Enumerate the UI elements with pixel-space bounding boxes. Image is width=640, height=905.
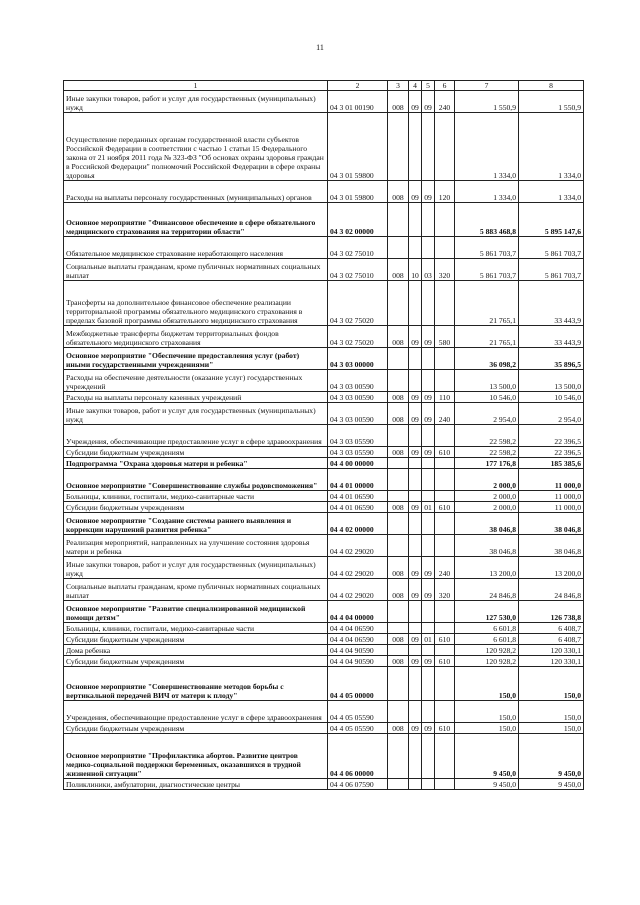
row-amount-year2-cell: 2 954,0 <box>519 403 584 425</box>
table-row <box>64 723 584 734</box>
row-amount-year2-cell: 150,0 <box>519 701 584 723</box>
row-subsection-cell <box>422 535 435 557</box>
row-subsection-cell <box>422 281 435 326</box>
page-number: 11 <box>316 43 324 52</box>
row-amount-year2-cell: 120 330,1 <box>519 645 584 656</box>
row-amount-year1-cell: 13 200,0 <box>455 557 519 579</box>
row-ministry-cell: 008 <box>388 392 409 403</box>
row-section-cell <box>409 734 422 779</box>
row-code-cell: 04 3 03 00590 <box>328 403 388 425</box>
header-cell: 2 <box>328 81 388 91</box>
row-section-cell: 09 <box>409 181 422 203</box>
row-expense-type-cell <box>435 779 455 790</box>
row-name-cell: Больницы, клиники, госпитали, медико-санитарные части <box>64 491 328 502</box>
table-row <box>64 370 584 392</box>
row-amount-year1-cell: 150,0 <box>455 701 519 723</box>
row-code-cell: 04 3 02 75010 <box>328 237 388 259</box>
row-code-cell: 04 4 06 00000 <box>328 734 388 779</box>
row-amount-year1-cell: 2 000,0 <box>455 502 519 513</box>
row-section-cell <box>409 370 422 392</box>
row-name-cell: Основное мероприятие "Финансовое обеспечение в сфере обязательного медицинского страхования на территории области" <box>64 203 328 237</box>
row-expense-type-cell: 320 <box>435 259 455 281</box>
table-row <box>64 513 584 535</box>
row-expense-type-cell: 610 <box>435 656 455 667</box>
row-section-cell: 09 <box>409 502 422 513</box>
row-expense-type-cell: 110 <box>435 392 455 403</box>
row-section-cell <box>409 623 422 634</box>
row-name-cell: Расходы на выплаты персоналу государственных (муниципальных) органов <box>64 181 328 203</box>
row-code-cell: 04 4 05 05590 <box>328 701 388 723</box>
table-row <box>64 237 584 259</box>
table-row <box>64 601 584 623</box>
row-code-cell: 04 3 02 75010 <box>328 259 388 281</box>
table-row <box>64 502 584 513</box>
row-ministry-cell: 008 <box>388 326 409 348</box>
row-amount-year1-cell: 120 928,2 <box>455 656 519 667</box>
row-code-cell: 04 4 02 29020 <box>328 557 388 579</box>
row-code-cell: 04 4 06 07590 <box>328 779 388 790</box>
row-expense-type-cell <box>435 535 455 557</box>
row-amount-year1-cell: 5 861 703,7 <box>455 259 519 281</box>
row-subsection-cell: 09 <box>422 656 435 667</box>
row-code-cell: 04 3 03 05590 <box>328 447 388 458</box>
row-name-cell: Поликлиники, амбулатории, диагностические центры <box>64 779 328 790</box>
row-ministry-cell <box>388 348 409 370</box>
table-row <box>64 181 584 203</box>
row-section-cell: 09 <box>409 579 422 601</box>
row-section-cell: 09 <box>409 634 422 645</box>
header-cell: 4 <box>409 81 422 91</box>
table-row <box>64 645 584 656</box>
row-ministry-cell <box>388 469 409 491</box>
table-row <box>64 403 584 425</box>
row-amount-year1-cell: 5 883 468,8 <box>455 203 519 237</box>
row-subsection-cell: 09 <box>422 91 435 113</box>
header-cell: 7 <box>455 81 519 91</box>
row-amount-year1-cell: 150,0 <box>455 723 519 734</box>
row-amount-year2-cell: 33 443,9 <box>519 281 584 326</box>
row-expense-type-cell <box>435 113 455 181</box>
row-ministry-cell: 008 <box>388 579 409 601</box>
row-ministry-cell: 008 <box>388 181 409 203</box>
row-amount-year1-cell: 22 598,2 <box>455 425 519 447</box>
table-row <box>64 656 584 667</box>
row-section-cell <box>409 701 422 723</box>
row-code-cell: 04 4 01 06590 <box>328 502 388 513</box>
row-subsection-cell: 09 <box>422 181 435 203</box>
row-subsection-cell <box>422 667 435 701</box>
row-name-cell: Межбюджетные трансферты бюджетам территориальных фондов обязательного медицинского страхования <box>64 326 328 348</box>
row-expense-type-cell: 240 <box>435 403 455 425</box>
row-amount-year2-cell: 11 000,0 <box>519 491 584 502</box>
row-subsection-cell: 01 <box>422 502 435 513</box>
row-name-cell: Основное мероприятие "Профилактика абортов. Развитие центров медико-социальной поддержки беременных, оказавшихся в трудной жизненной ситуации" <box>64 734 328 779</box>
row-ministry-cell <box>388 237 409 259</box>
row-expense-type-cell <box>435 425 455 447</box>
row-amount-year1-cell: 9 450,0 <box>455 734 519 779</box>
row-ministry-cell: 008 <box>388 723 409 734</box>
row-amount-year1-cell: 6 601,8 <box>455 634 519 645</box>
row-code-cell: 04 3 02 75020 <box>328 326 388 348</box>
row-subsection-cell: 01 <box>422 634 435 645</box>
row-code-cell: 04 3 03 00590 <box>328 370 388 392</box>
row-ministry-cell <box>388 779 409 790</box>
row-subsection-cell: 09 <box>422 392 435 403</box>
table-row <box>64 458 584 469</box>
row-name-cell: Подпрограмма "Охрана здоровья матери и ребенка" <box>64 458 328 469</box>
row-name-cell: Субсидии бюджетным учреждениям <box>64 634 328 645</box>
row-amount-year1-cell: 177 176,8 <box>455 458 519 469</box>
row-subsection-cell <box>422 601 435 623</box>
row-name-cell: Иные закупки товаров, работ и услуг для государственных (муниципальных) нужд <box>64 91 328 113</box>
row-ministry-cell: 008 <box>388 447 409 458</box>
table-row <box>64 557 584 579</box>
row-subsection-cell <box>422 348 435 370</box>
table-row <box>64 348 584 370</box>
row-subsection-cell <box>422 734 435 779</box>
row-section-cell <box>409 458 422 469</box>
row-subsection-cell <box>422 701 435 723</box>
row-amount-year2-cell: 35 896,5 <box>519 348 584 370</box>
row-amount-year2-cell: 24 846,8 <box>519 579 584 601</box>
row-ministry-cell: 008 <box>388 557 409 579</box>
row-subsection-cell <box>422 113 435 181</box>
row-amount-year2-cell: 5 861 703,7 <box>519 237 584 259</box>
row-section-cell: 09 <box>409 557 422 579</box>
row-code-cell: 04 3 01 59800 <box>328 113 388 181</box>
row-amount-year2-cell: 9 450,0 <box>519 734 584 779</box>
row-amount-year2-cell: 13 500,0 <box>519 370 584 392</box>
row-amount-year2-cell: 120 330,1 <box>519 656 584 667</box>
row-subsection-cell: 09 <box>422 326 435 348</box>
row-amount-year1-cell: 38 046,8 <box>455 535 519 557</box>
table-row <box>64 734 584 779</box>
row-amount-year1-cell: 38 046,8 <box>455 513 519 535</box>
row-section-cell <box>409 348 422 370</box>
row-ministry-cell <box>388 491 409 502</box>
row-ministry-cell <box>388 645 409 656</box>
table-row <box>64 281 584 326</box>
row-code-cell: 04 3 03 05590 <box>328 425 388 447</box>
table-row <box>64 491 584 502</box>
row-name-cell: Субсидии бюджетным учреждениям <box>64 723 328 734</box>
row-name-cell: Дома ребенка <box>64 645 328 656</box>
row-ministry-cell: 008 <box>388 91 409 113</box>
row-code-cell: 04 4 00 00000 <box>328 458 388 469</box>
table-row <box>64 779 584 790</box>
row-expense-type-cell <box>435 491 455 502</box>
row-amount-year1-cell: 36 098,2 <box>455 348 519 370</box>
row-name-cell: Иные закупки товаров, работ и услуг для государственных (муниципальных) нужд <box>64 403 328 425</box>
row-amount-year2-cell: 150,0 <box>519 723 584 734</box>
table-row <box>64 91 584 113</box>
row-amount-year1-cell: 2 954,0 <box>455 403 519 425</box>
table-row <box>64 634 584 645</box>
row-section-cell: 09 <box>409 392 422 403</box>
row-section-cell: 09 <box>409 403 422 425</box>
row-amount-year1-cell: 1 334,0 <box>455 113 519 181</box>
row-section-cell: 09 <box>409 656 422 667</box>
row-ministry-cell <box>388 458 409 469</box>
row-amount-year1-cell: 21 765,1 <box>455 281 519 326</box>
row-name-cell: Осуществление переданных органам государственной власти субъектов Российской Федерации в соответствии с частью 1 статьи 15 Федерального закона от 21 ноября 2011 года № 323-ФЗ "Об основах охраны здоровья граждан в Российской Федерации" полномочий Российской Федерации в сфере охраны здоровья <box>64 113 328 181</box>
row-ministry-cell <box>388 535 409 557</box>
table-row <box>64 623 584 634</box>
row-name-cell: Социальные выплаты гражданам, кроме публичных нормативных социальных выплат <box>64 259 328 281</box>
row-expense-type-cell: 610 <box>435 723 455 734</box>
row-expense-type-cell <box>435 237 455 259</box>
row-section-cell: 09 <box>409 447 422 458</box>
row-ministry-cell <box>388 425 409 447</box>
row-amount-year1-cell: 127 530,0 <box>455 601 519 623</box>
row-ministry-cell <box>388 281 409 326</box>
row-expense-type-cell <box>435 281 455 326</box>
row-amount-year2-cell: 150,0 <box>519 667 584 701</box>
row-amount-year1-cell: 1 550,9 <box>455 91 519 113</box>
row-amount-year1-cell: 22 598,2 <box>455 447 519 458</box>
row-name-cell: Больницы, клиники, госпитали, медико-санитарные части <box>64 623 328 634</box>
row-amount-year2-cell: 1 550,9 <box>519 91 584 113</box>
row-amount-year2-cell: 185 385,6 <box>519 458 584 469</box>
row-subsection-cell: 09 <box>422 403 435 425</box>
row-name-cell: Расходы на выплаты персоналу казенных учреждений <box>64 392 328 403</box>
row-ministry-cell <box>388 734 409 779</box>
row-expense-type-cell <box>435 701 455 723</box>
row-amount-year2-cell: 1 334,0 <box>519 181 584 203</box>
row-amount-year2-cell: 33 443,9 <box>519 326 584 348</box>
row-section-cell: 09 <box>409 723 422 734</box>
row-section-cell <box>409 601 422 623</box>
row-code-cell: 04 4 02 00000 <box>328 513 388 535</box>
row-expense-type-cell: 240 <box>435 557 455 579</box>
row-amount-year2-cell: 5 861 703,7 <box>519 259 584 281</box>
table-row <box>64 535 584 557</box>
table-header-row <box>64 81 584 91</box>
row-amount-year2-cell: 6 408,7 <box>519 623 584 634</box>
budget-table <box>63 80 584 790</box>
row-expense-type-cell <box>435 469 455 491</box>
row-section-cell <box>409 113 422 181</box>
row-amount-year2-cell: 6 408,7 <box>519 634 584 645</box>
row-subsection-cell: 09 <box>422 557 435 579</box>
row-ministry-cell: 008 <box>388 634 409 645</box>
row-name-cell: Субсидии бюджетным учреждениям <box>64 447 328 458</box>
row-ministry-cell <box>388 113 409 181</box>
row-code-cell: 04 3 03 00000 <box>328 348 388 370</box>
row-section-cell <box>409 535 422 557</box>
row-amount-year2-cell: 9 450,0 <box>519 779 584 790</box>
row-amount-year2-cell: 38 046,8 <box>519 535 584 557</box>
table-row <box>64 203 584 237</box>
row-code-cell: 04 3 01 00190 <box>328 91 388 113</box>
row-amount-year2-cell: 38 046,8 <box>519 513 584 535</box>
row-expense-type-cell: 610 <box>435 502 455 513</box>
row-ministry-cell: 008 <box>388 403 409 425</box>
row-ministry-cell <box>388 370 409 392</box>
row-expense-type-cell: 240 <box>435 91 455 113</box>
row-expense-type-cell <box>435 370 455 392</box>
row-expense-type-cell <box>435 203 455 237</box>
row-name-cell: Субсидии бюджетным учреждениям <box>64 656 328 667</box>
row-amount-year2-cell: 11 000,0 <box>519 469 584 491</box>
row-expense-type-cell <box>435 458 455 469</box>
row-subsection-cell <box>422 779 435 790</box>
row-subsection-cell <box>422 237 435 259</box>
row-section-cell <box>409 513 422 535</box>
row-amount-year1-cell: 10 546,0 <box>455 392 519 403</box>
row-code-cell: 04 3 01 59800 <box>328 181 388 203</box>
row-ministry-cell <box>388 203 409 237</box>
row-section-cell <box>409 491 422 502</box>
row-ministry-cell <box>388 601 409 623</box>
row-name-cell: Основное мероприятие "Совершенствование службы родовспоможения" <box>64 469 328 491</box>
row-ministry-cell <box>388 667 409 701</box>
row-section-cell <box>409 779 422 790</box>
row-name-cell: Учреждения, обеспечивающие предоставление услуг в сфере здравоохранения <box>64 701 328 723</box>
row-code-cell: 04 4 02 29020 <box>328 579 388 601</box>
row-code-cell: 04 4 01 06590 <box>328 491 388 502</box>
row-expense-type-cell: 120 <box>435 181 455 203</box>
row-expense-type-cell: 610 <box>435 634 455 645</box>
row-subsection-cell <box>422 645 435 656</box>
row-expense-type-cell <box>435 645 455 656</box>
header-cell: 5 <box>422 81 435 91</box>
row-subsection-cell <box>422 370 435 392</box>
header-cell: 3 <box>388 81 409 91</box>
row-code-cell: 04 4 02 29020 <box>328 535 388 557</box>
row-amount-year2-cell: 22 396,5 <box>519 447 584 458</box>
row-code-cell: 04 4 05 00000 <box>328 667 388 701</box>
row-amount-year1-cell: 24 846,8 <box>455 579 519 601</box>
row-subsection-cell <box>422 513 435 535</box>
row-amount-year1-cell: 2 000,0 <box>455 469 519 491</box>
header-cell: 6 <box>435 81 455 91</box>
row-amount-year1-cell: 2 000,0 <box>455 491 519 502</box>
row-amount-year1-cell: 5 861 703,7 <box>455 237 519 259</box>
row-name-cell: Субсидии бюджетным учреждениям <box>64 502 328 513</box>
row-expense-type-cell: 320 <box>435 579 455 601</box>
row-subsection-cell: 09 <box>422 447 435 458</box>
row-section-cell: 09 <box>409 91 422 113</box>
row-section-cell <box>409 645 422 656</box>
row-amount-year1-cell: 120 928,2 <box>455 645 519 656</box>
row-amount-year2-cell: 13 200,0 <box>519 557 584 579</box>
row-ministry-cell: 008 <box>388 656 409 667</box>
row-section-cell <box>409 469 422 491</box>
row-section-cell <box>409 281 422 326</box>
row-ministry-cell: 008 <box>388 259 409 281</box>
row-amount-year1-cell: 13 500,0 <box>455 370 519 392</box>
row-subsection-cell <box>422 491 435 502</box>
table-row <box>64 425 584 447</box>
table-row <box>64 447 584 458</box>
header-cell: 8 <box>519 81 584 91</box>
row-subsection-cell: 03 <box>422 259 435 281</box>
table-row <box>64 469 584 491</box>
row-code-cell: 04 4 05 05590 <box>328 723 388 734</box>
table-row <box>64 392 584 403</box>
row-amount-year2-cell: 1 334,0 <box>519 113 584 181</box>
table-row <box>64 113 584 181</box>
row-subsection-cell <box>422 623 435 634</box>
row-subsection-cell <box>422 458 435 469</box>
row-amount-year2-cell: 22 396,5 <box>519 425 584 447</box>
row-expense-type-cell <box>435 513 455 535</box>
row-section-cell <box>409 237 422 259</box>
row-name-cell: Иные закупки товаров, работ и услуг для государственных (муниципальных) нужд <box>64 557 328 579</box>
header-cell: 1 <box>64 81 328 91</box>
row-name-cell: Обязательное медицинское страхование неработающего населения <box>64 237 328 259</box>
row-amount-year2-cell: 5 895 147,6 <box>519 203 584 237</box>
row-subsection-cell: 09 <box>422 579 435 601</box>
row-ministry-cell <box>388 513 409 535</box>
row-name-cell: Основное мероприятие "Создание системы раннего выявления и коррекции нарушений развития ребенка" <box>64 513 328 535</box>
row-expense-type-cell: 580 <box>435 326 455 348</box>
row-code-cell: 04 4 04 06590 <box>328 634 388 645</box>
row-section-cell <box>409 425 422 447</box>
row-ministry-cell: 008 <box>388 502 409 513</box>
row-amount-year2-cell: 11 000,0 <box>519 502 584 513</box>
row-name-cell: Основное мероприятие "Развитие специализированной медицинской помощи детям" <box>64 601 328 623</box>
row-name-cell: Основное мероприятие "Обеспечение предоставления услуг (работ) иными государственными учреждениями" <box>64 348 328 370</box>
row-name-cell: Социальные выплаты гражданам, кроме публичных нормативных социальных выплат <box>64 579 328 601</box>
row-subsection-cell <box>422 203 435 237</box>
row-expense-type-cell <box>435 667 455 701</box>
row-code-cell: 04 4 04 00000 <box>328 601 388 623</box>
row-expense-type-cell <box>435 623 455 634</box>
row-amount-year1-cell: 21 765,1 <box>455 326 519 348</box>
row-amount-year1-cell: 150,0 <box>455 667 519 701</box>
row-section-cell: 09 <box>409 326 422 348</box>
row-expense-type-cell: 610 <box>435 447 455 458</box>
row-section-cell <box>409 203 422 237</box>
row-subsection-cell: 09 <box>422 723 435 734</box>
row-amount-year1-cell: 1 334,0 <box>455 181 519 203</box>
row-subsection-cell <box>422 469 435 491</box>
row-ministry-cell <box>388 623 409 634</box>
row-code-cell: 04 3 03 00590 <box>328 392 388 403</box>
row-section-cell: 10 <box>409 259 422 281</box>
row-ministry-cell <box>388 701 409 723</box>
row-code-cell: 04 4 04 90590 <box>328 645 388 656</box>
row-name-cell: Расходы на обеспечение деятельности (оказание услуг) государственных учреждений <box>64 370 328 392</box>
table-row <box>64 326 584 348</box>
row-amount-year1-cell: 6 601,8 <box>455 623 519 634</box>
row-section-cell <box>409 667 422 701</box>
row-subsection-cell <box>422 425 435 447</box>
table-row <box>64 667 584 701</box>
row-expense-type-cell <box>435 348 455 370</box>
table-row <box>64 579 584 601</box>
row-code-cell: 04 4 04 90590 <box>328 656 388 667</box>
row-name-cell: Реализация мероприятий, направленных на улучшение состояния здоровья матери и ребенка <box>64 535 328 557</box>
row-expense-type-cell <box>435 601 455 623</box>
row-amount-year2-cell: 10 546,0 <box>519 392 584 403</box>
table-row <box>64 701 584 723</box>
row-name-cell: Трансферты на дополнительное финансовое обеспечение реализации территориальной программы обязательного медицинского страхования в пределах базовой программы обязательного медицинского страхования <box>64 281 328 326</box>
row-code-cell: 04 4 04 06590 <box>328 623 388 634</box>
row-code-cell: 04 3 02 75020 <box>328 281 388 326</box>
row-code-cell: 04 4 01 00000 <box>328 469 388 491</box>
row-code-cell: 04 3 02 00000 <box>328 203 388 237</box>
row-name-cell: Учреждения, обеспечивающие предоставление услуг в сфере здравоохранения <box>64 425 328 447</box>
row-amount-year2-cell: 126 738,8 <box>519 601 584 623</box>
table-row <box>64 259 584 281</box>
row-amount-year1-cell: 9 450,0 <box>455 779 519 790</box>
row-expense-type-cell <box>435 734 455 779</box>
row-name-cell: Основное мероприятие "Совершенствование методов борьбы с вертикальной передачей ВИЧ от матери к плоду" <box>64 667 328 701</box>
